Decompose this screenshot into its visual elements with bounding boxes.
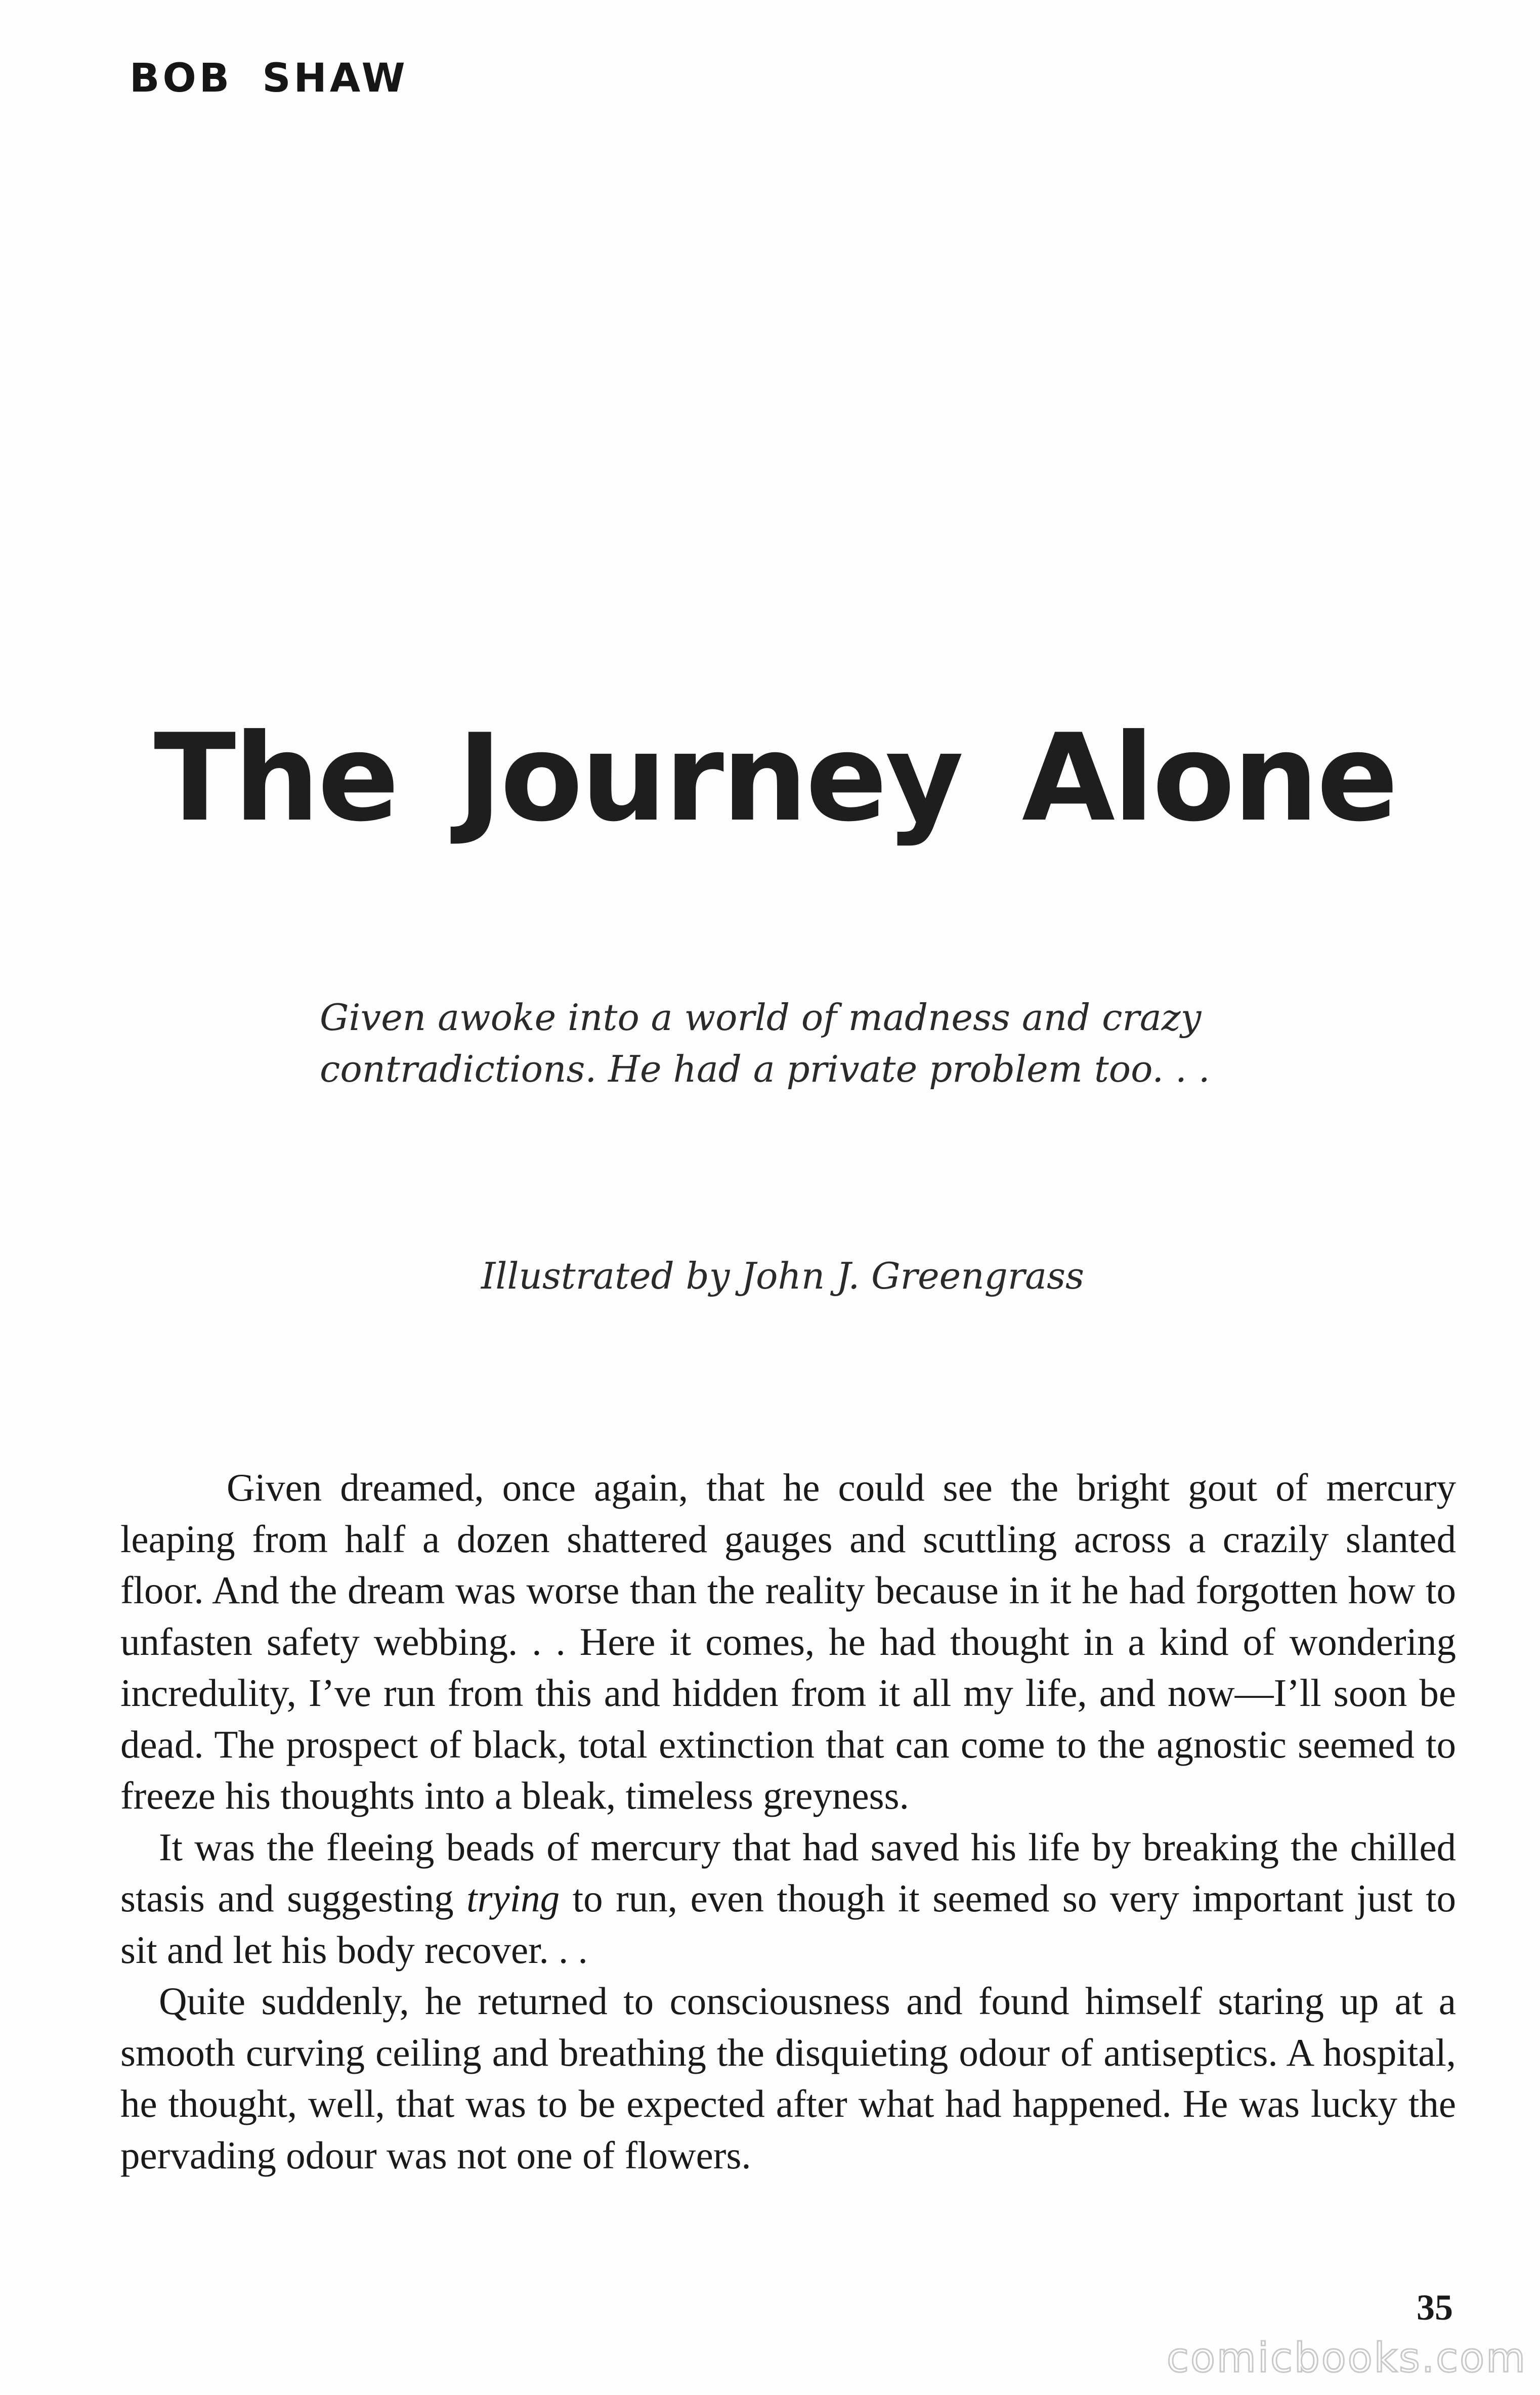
illustrator-credit: Illustrated by John J. Greengrass xyxy=(481,1255,1084,1297)
paragraph-text: to run, even though it seemed so very important just to sit and let his body recover. . . xyxy=(120,1876,1456,1972)
paragraph: Given dreamed, once again, that he could see the bright gout of mercury leaping from half a dozen shattered gauges and scuttling across a crazily slanted floor. And the dream was worse than the reality because in it he had forgotten how to unfasten safety webbing. . . Here it comes, he had thought in a kind of wondering incredulity, I’ve run from this and hidden from it all my life, and now—I’ll soon be dead. The prospect of black, total extinction that can come to the agnostic seemed to freeze his thoughts into a bleak, timeless greyness. xyxy=(120,1466,1456,1817)
blurb-line: Given awoke into a world of madness and crazy xyxy=(320,996,1202,1039)
paragraph-text: It was the fleeing beads of mercury that had saved his life by breaking the chilled stasis and suggesting xyxy=(120,1825,1456,1920)
story-title: The Journey Alone xyxy=(154,708,1396,848)
page-number: 35 xyxy=(1417,2287,1453,2328)
emphasis-text: trying xyxy=(466,1876,560,1920)
paragraph xyxy=(120,1822,1456,1976)
blurb-line: contradictions. He had a private problem too. . . xyxy=(320,1048,1210,1090)
story-blurb xyxy=(320,992,1271,1095)
story-body xyxy=(120,1462,1456,2181)
watermark: comicbooks.com xyxy=(1166,2334,1527,2381)
author-name: BOB SHAW xyxy=(130,56,408,101)
paragraph: Quite suddenly, he returned to consciousness and found himself staring up at a smooth curving ceiling and breathing the disquieting odour of antiseptics. A hospital, he thought, well, that was to be expected after what had happened. He was lucky the pervading odour was not one of flowers. xyxy=(120,1979,1456,2177)
